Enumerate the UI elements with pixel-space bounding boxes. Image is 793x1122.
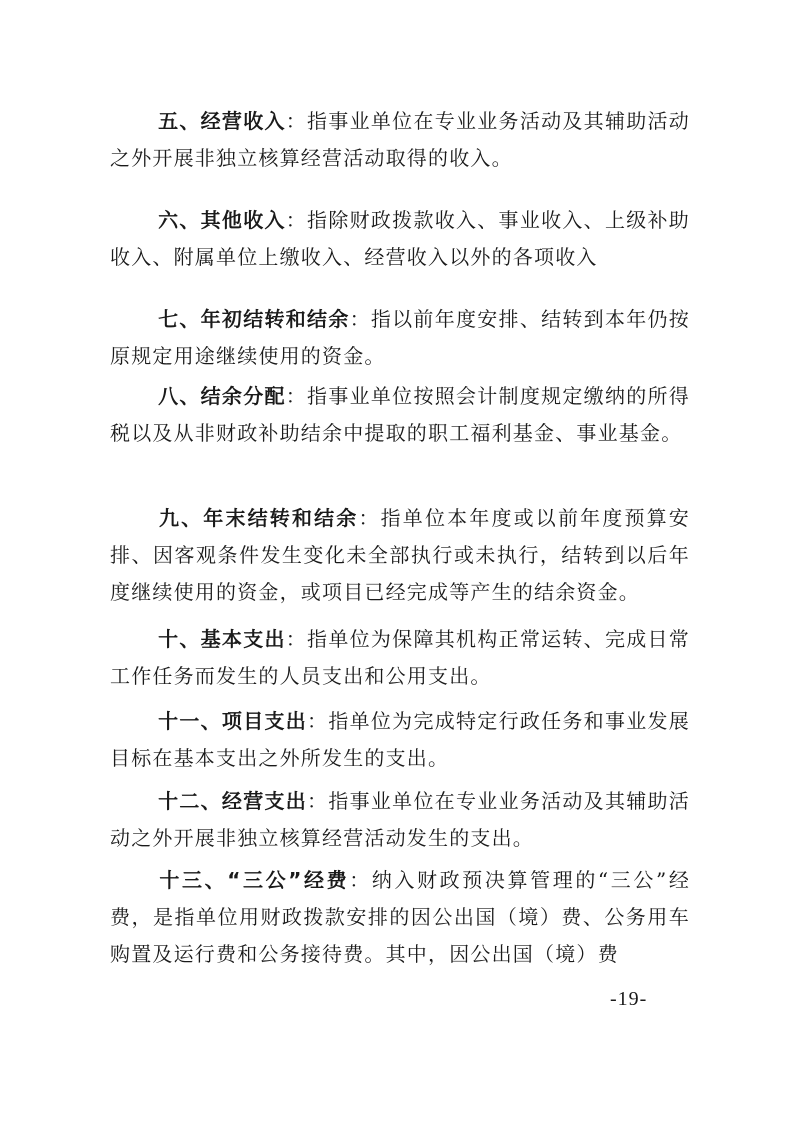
paragraph-body: 纳入财政预决算管理的“三公”经费，是指单位用财政拨款安排的因公出国（境）费、公务用车购置及运行费和公务接待费。其中，因公出国（境）费 (110, 868, 691, 966)
paragraph-surplus-distribution (110, 378, 690, 452)
paragraph-body: 指除财政拨款收入、事业收入、上级补助收入、附属单位上缴收入、经营收入以外的各项收入 (110, 208, 690, 269)
term-heading: 十三、“三公”经费 (158, 868, 350, 892)
paragraph-body: 指事业单位在专业业务活动及其辅助活动之外开展非独立核算经营活动取得的收入。 (110, 109, 690, 170)
paragraph-beginning-carryover (110, 301, 690, 375)
term-separator: ： (349, 868, 372, 892)
paragraph-operating-income (110, 103, 690, 177)
term-heading: 七、年初结转和结余 (158, 307, 350, 331)
term-heading: 六、其他收入 (158, 208, 286, 232)
term-heading: 十一、项目支出 (158, 709, 308, 733)
paragraph-body: 指单位本年度或以前年度预算安排、因客观条件发生变化未全部执行或未执行，结转到以后年度继续使用的资金，或项目已经完成等产生的结余资金。 (110, 506, 690, 604)
page-number: -19- (610, 988, 648, 1010)
term-separator: ： (349, 307, 371, 331)
paragraph-three-public-expenses (110, 862, 690, 973)
term-heading: 五、经营收入 (158, 109, 286, 133)
term-separator: ： (358, 506, 381, 530)
term-separator: ： (285, 208, 308, 232)
term-separator: ： (307, 709, 329, 733)
paragraph-project-expenditure (110, 703, 690, 777)
term-heading: 十、基本支出 (158, 627, 286, 651)
paragraph-body: 指以前年度安排、结转到本年仍按原规定用途继续使用的资金。 (110, 307, 690, 368)
term-separator: ： (285, 627, 308, 651)
term-separator: ： (285, 109, 308, 133)
paragraph-basic-expenditure (110, 621, 690, 695)
paragraph-body: 指单位为保障其机构正常运转、完成日常工作任务而发生的人员支出和公用支出。 (110, 627, 690, 688)
paragraph-operating-expenditure (110, 783, 690, 857)
term-heading: 十二、经营支出 (158, 789, 308, 813)
paragraph-other-income (110, 202, 690, 276)
paragraph-ending-carryover (110, 500, 690, 611)
term-heading: 八、结余分配 (158, 384, 286, 408)
paragraph-body: 指单位为完成特定行政任务和事业发展目标在基本支出之外所发生的支出。 (110, 709, 690, 770)
paragraph-body: 指事业单位按照会计制度规定缴纳的所得税以及从非财政补助结余中提取的职工福利基金、事业基金。 (110, 384, 690, 445)
term-separator: ： (307, 789, 329, 813)
term-separator: ： (285, 384, 308, 408)
paragraph-body: 指事业单位在专业业务活动及其辅助活动之外开展非独立核算经营活动发生的支出。 (110, 789, 690, 850)
term-heading: 九、年末结转和结余 (158, 506, 359, 530)
